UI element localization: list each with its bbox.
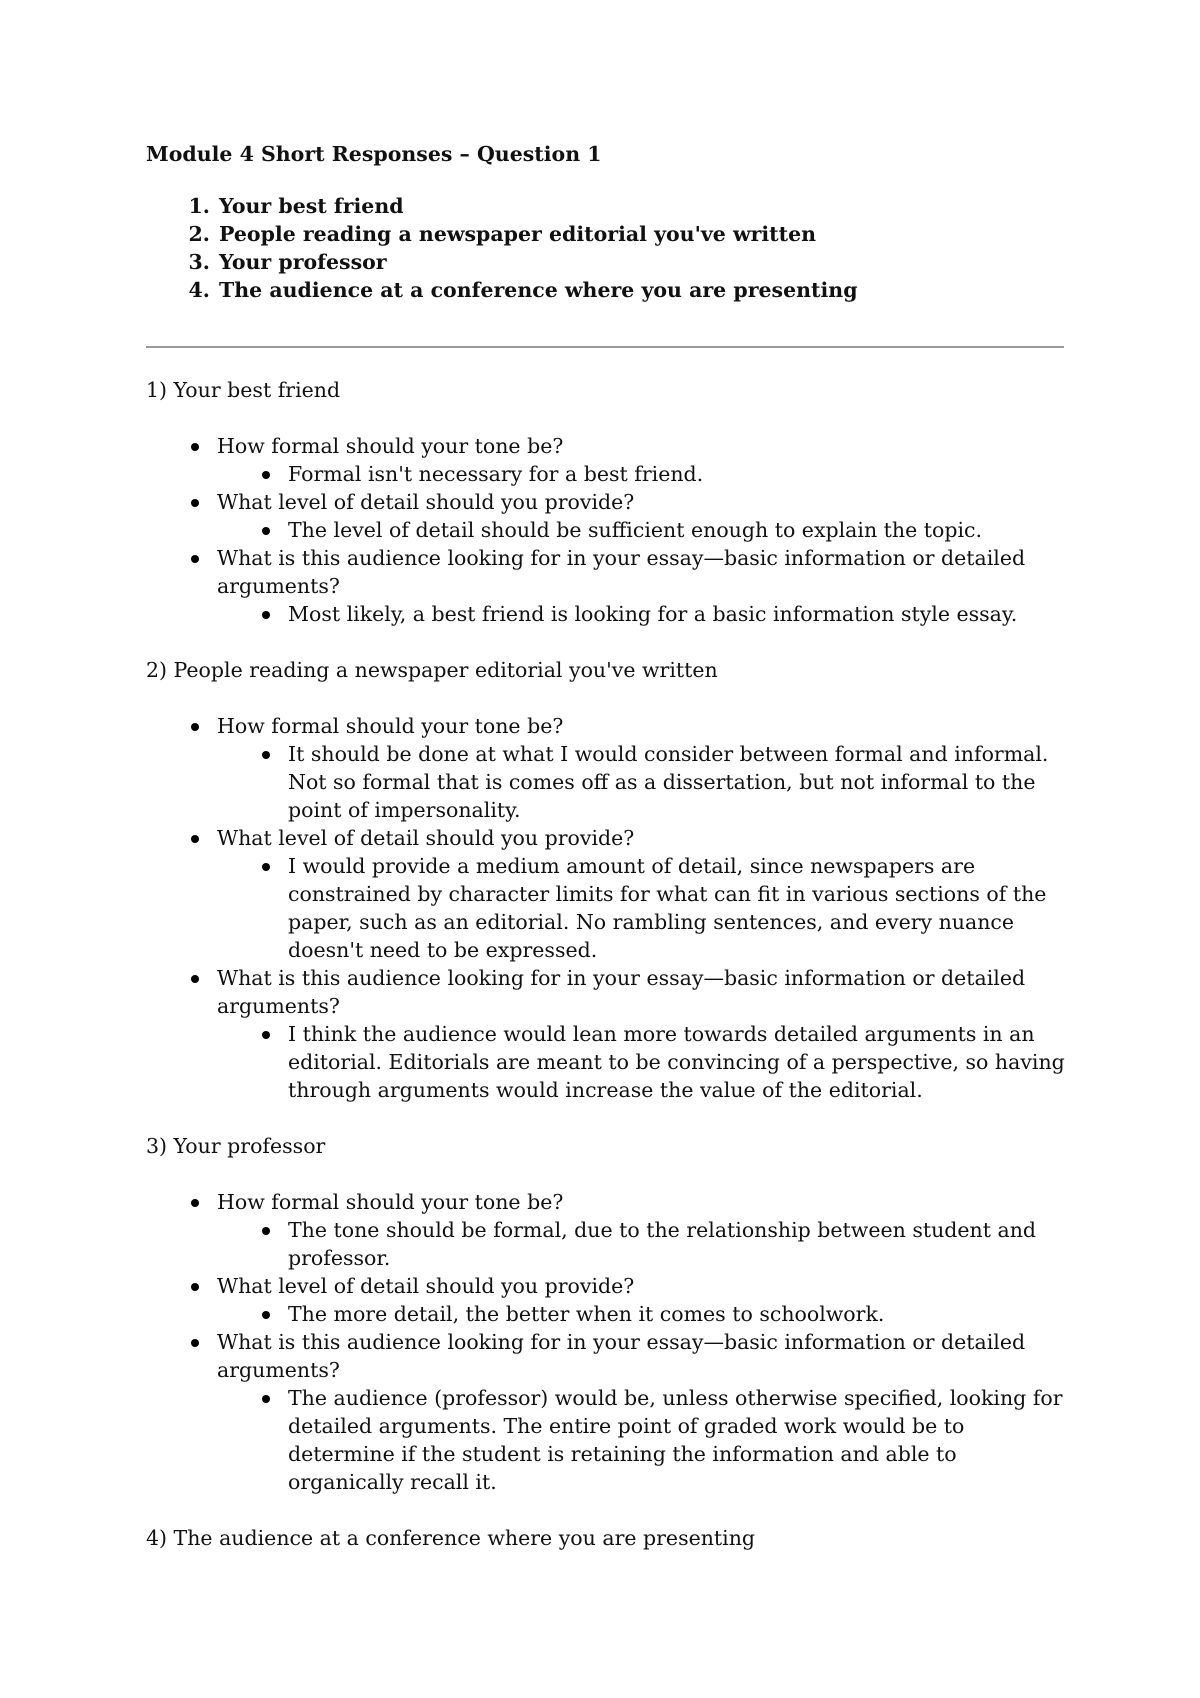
- answer-item: Formal isn't necessary for a best friend.: [288, 460, 1066, 488]
- answer-item: Most likely, a best friend is looking for a basic information style essay.: [288, 600, 1066, 628]
- prompt-text: How formal should your tone be?: [217, 714, 564, 738]
- question-item: 1. Your best friend: [217, 192, 1066, 220]
- answer-list: [217, 600, 1066, 628]
- answer-list: [217, 740, 1066, 824]
- prompt-text: What is this audience looking for in your essay—basic information or detailed arguments?: [217, 546, 1026, 598]
- question-list: [146, 192, 1066, 304]
- document-title: Module 4 Short Responses – Question 1: [146, 142, 602, 166]
- answer-item: I would provide a medium amount of detail, since newspapers are constrained by character limits for what can fit in various sections of the paper, such as an editorial. No rambling sentences, and every nuance doesn't need to be expressed.: [288, 852, 1066, 964]
- prompt-item: [217, 1328, 1066, 1496]
- response-section: [146, 1132, 1066, 1496]
- prompt-item: [217, 964, 1066, 1104]
- prompt-item: [217, 488, 1066, 544]
- answer-item: It should be done at what I would consider between formal and informal. Not so formal that is comes off as a dissertation, but not informal to the point of impersonality.: [288, 740, 1066, 824]
- answer-item: I think the audience would lean more towards detailed arguments in an editorial. Editorials are meant to be convincing of a perspective, so having through arguments would increase the value of the editorial.: [288, 1022, 1065, 1102]
- response-section: [146, 1524, 1066, 1552]
- question-item: 3. Your professor: [217, 248, 1066, 276]
- answer-list: [217, 852, 1066, 964]
- prompt-text: What is this audience looking for in your essay—basic information or detailed arguments?: [217, 966, 1026, 1018]
- prompt-text: What is this audience looking for in your essay—basic information or detailed arguments?: [217, 1330, 1026, 1382]
- prompt-text: What level of detail should you provide?: [217, 490, 635, 514]
- horizontal-divider: [146, 346, 1064, 348]
- answer-list: [217, 1216, 1066, 1272]
- prompt-item: [217, 1272, 1066, 1328]
- response-section: [146, 376, 1066, 628]
- prompt-text: What level of detail should you provide?: [217, 826, 635, 850]
- question-item: 4. The audience at a conference where you are presenting: [217, 276, 1066, 304]
- answer-item: The audience (professor) would be, unless otherwise specified, looking for detailed arguments. The entire point of graded work would be to determine if the student is retaining the information and able to organically recall it.: [288, 1384, 1066, 1496]
- document-content: [146, 140, 1066, 1580]
- answer-item: The tone should be formal, due to the relationship between student and professor.: [288, 1216, 1066, 1272]
- answer-item: The more detail, the better when it comes to schoolwork.: [288, 1300, 1066, 1328]
- answer-list: [217, 460, 1066, 488]
- prompt-item: [217, 432, 1066, 488]
- prompt-item: [217, 1188, 1066, 1272]
- section-heading: 2) People reading a newspaper editorial you've written: [146, 658, 718, 682]
- question-item: 2. People reading a newspaper editorial you've written: [217, 220, 1066, 248]
- prompt-list: [146, 432, 1066, 628]
- answer-list: [217, 1384, 1066, 1496]
- prompt-text: How formal should your tone be?: [217, 434, 564, 458]
- section-heading: 4) The audience at a conference where you are presenting: [146, 1526, 756, 1550]
- prompt-item: [217, 712, 1066, 824]
- section-heading: 1) Your best friend: [146, 378, 341, 402]
- prompt-item: [217, 824, 1066, 964]
- prompt-item: [217, 544, 1066, 628]
- prompt-list: [146, 1188, 1066, 1496]
- answer-item: The level of detail should be sufficient enough to explain the topic.: [288, 516, 1066, 544]
- section-heading: 3) Your professor: [146, 1134, 326, 1158]
- prompt-text: How formal should your tone be?: [217, 1190, 564, 1214]
- prompt-text: What level of detail should you provide?: [217, 1274, 635, 1298]
- answer-list: [217, 1020, 1066, 1104]
- prompt-list: [146, 712, 1066, 1104]
- response-section: [146, 656, 1066, 1104]
- answer-list: [217, 1300, 1066, 1328]
- answer-list: [217, 516, 1066, 544]
